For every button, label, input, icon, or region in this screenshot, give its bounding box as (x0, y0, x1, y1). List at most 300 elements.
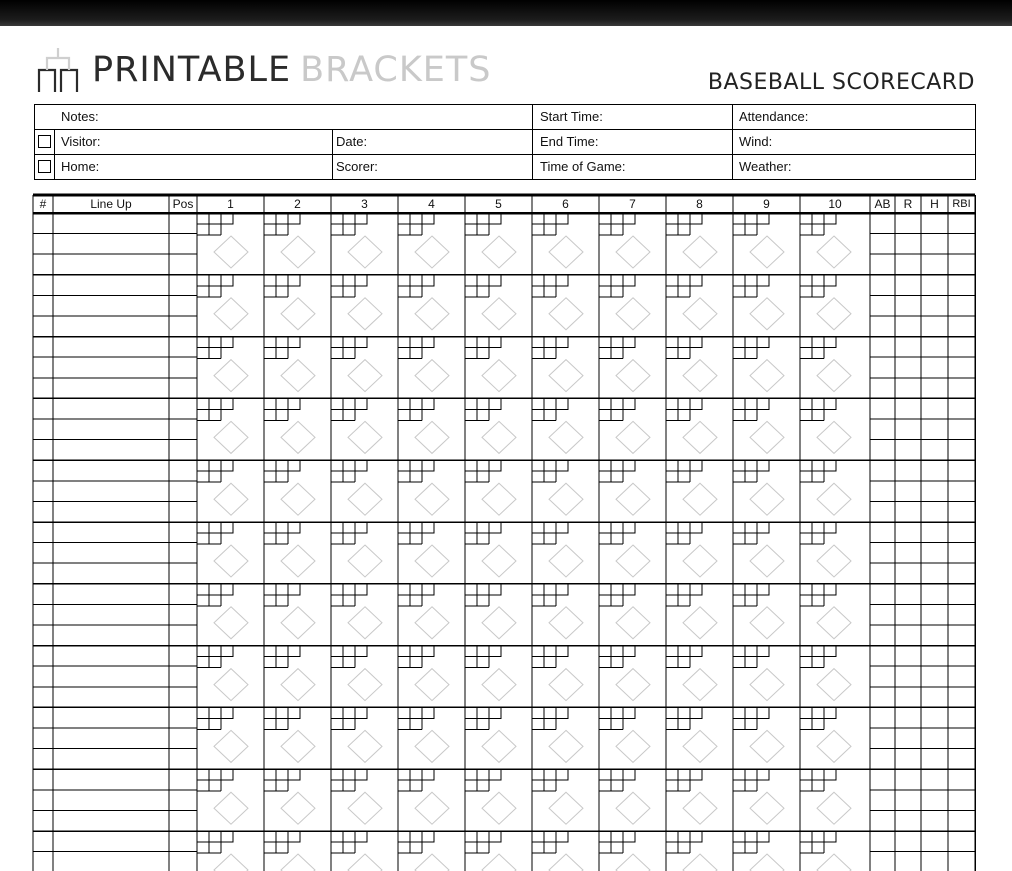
count-boxes (264, 213, 300, 235)
count-boxes (331, 337, 367, 359)
at-bat-cell[interactable] (197, 337, 248, 392)
start-time-label: Start Time: (540, 109, 603, 124)
at-bat-cell[interactable] (733, 831, 784, 871)
base-diamond (683, 421, 717, 453)
count-boxes (733, 769, 769, 791)
at-bat-cell[interactable] (398, 584, 449, 639)
count-boxes (398, 707, 434, 729)
count-boxes (733, 646, 769, 668)
count-boxes (666, 213, 702, 235)
base-diamond (817, 298, 851, 330)
base-diamond (683, 730, 717, 762)
at-bat-cell[interactable] (599, 213, 650, 268)
base-diamond (616, 483, 650, 515)
base-diamond (683, 298, 717, 330)
at-bat-cell[interactable] (331, 398, 382, 453)
at-bat-cell[interactable] (532, 584, 583, 639)
base-diamond (616, 669, 650, 701)
at-bat-cell[interactable] (599, 646, 650, 701)
time-of-game-label: Time of Game: (540, 159, 626, 174)
at-bat-cell[interactable] (331, 646, 382, 701)
count-boxes (532, 646, 568, 668)
count-boxes (800, 522, 836, 544)
count-boxes (465, 275, 501, 297)
count-boxes (197, 460, 233, 482)
at-bat-cell[interactable] (465, 213, 516, 268)
count-boxes (197, 707, 233, 729)
base-diamond (549, 545, 583, 577)
base-diamond (616, 360, 650, 392)
base-diamond (817, 360, 851, 392)
base-diamond (214, 669, 248, 701)
base-diamond (616, 421, 650, 453)
at-bat-cell[interactable] (264, 522, 315, 577)
count-boxes (465, 707, 501, 729)
header-inning-3: 3 (361, 197, 368, 211)
header-r: R (903, 197, 913, 211)
at-bat-cell[interactable] (666, 460, 717, 515)
header-inning-6: 6 (562, 197, 569, 211)
at-bat-cell[interactable] (465, 460, 516, 515)
at-bat-cell[interactable] (532, 213, 583, 268)
at-bat-cell[interactable] (465, 337, 516, 392)
count-boxes (599, 707, 635, 729)
count-boxes (398, 831, 434, 853)
header-inning-5: 5 (495, 197, 502, 211)
count-boxes (599, 213, 635, 235)
base-diamond (214, 360, 248, 392)
at-bat-cell[interactable] (532, 707, 583, 762)
count-boxes (398, 398, 434, 420)
at-bat-cell[interactable] (733, 275, 784, 330)
count-boxes (800, 275, 836, 297)
base-diamond (549, 483, 583, 515)
count-boxes (264, 646, 300, 668)
count-boxes (197, 522, 233, 544)
count-boxes (733, 707, 769, 729)
at-bat-cell[interactable] (465, 584, 516, 639)
header-h: H (930, 197, 939, 211)
base-diamond (281, 298, 315, 330)
at-bat-cell[interactable] (532, 460, 583, 515)
count-boxes (800, 460, 836, 482)
at-bat-cell[interactable] (733, 460, 784, 515)
base-diamond (482, 236, 516, 268)
count-boxes (264, 769, 300, 791)
base-diamond (348, 854, 382, 871)
base-diamond (750, 730, 784, 762)
count-boxes (331, 213, 367, 235)
at-bat-cell[interactable] (197, 707, 248, 762)
base-diamond (415, 669, 449, 701)
count-boxes (733, 398, 769, 420)
at-bat-cell[interactable] (264, 213, 315, 268)
at-bat-cell[interactable] (197, 769, 248, 824)
at-bat-cell[interactable] (398, 522, 449, 577)
base-diamond (415, 236, 449, 268)
date-label: Date: (336, 134, 368, 149)
base-diamond (415, 298, 449, 330)
at-bat-cell[interactable] (264, 275, 315, 330)
count-boxes (599, 398, 635, 420)
at-bat-cell[interactable] (666, 646, 717, 701)
at-bat-cell[interactable] (800, 769, 851, 824)
scorecard-title: BASEBALL SCORECARD (707, 70, 975, 95)
base-diamond (817, 669, 851, 701)
at-bat-cell[interactable] (264, 831, 315, 871)
base-diamond (281, 854, 315, 871)
count-boxes (264, 707, 300, 729)
at-bat-cell[interactable] (733, 584, 784, 639)
base-diamond (549, 669, 583, 701)
base-diamond (683, 360, 717, 392)
at-bat-cell[interactable] (197, 584, 248, 639)
base-diamond (214, 854, 248, 871)
base-diamond (683, 483, 717, 515)
scorer-label: Scorer: (336, 159, 378, 174)
count-boxes (599, 275, 635, 297)
at-bat-cell[interactable] (666, 337, 717, 392)
count-boxes (465, 646, 501, 668)
base-diamond (348, 730, 382, 762)
base-diamond (482, 854, 516, 871)
count-boxes (264, 831, 300, 853)
at-bat-cell[interactable] (599, 769, 650, 824)
count-boxes (398, 460, 434, 482)
count-boxes (264, 398, 300, 420)
count-boxes (264, 337, 300, 359)
count-boxes (465, 337, 501, 359)
base-diamond (482, 421, 516, 453)
base-diamond (415, 483, 449, 515)
count-boxes (331, 275, 367, 297)
base-diamond (415, 730, 449, 762)
count-boxes (666, 584, 702, 606)
count-boxes (465, 584, 501, 606)
at-bat-cell[interactable] (264, 646, 315, 701)
at-bat-cell[interactable] (666, 213, 717, 268)
count-boxes (465, 460, 501, 482)
at-bat-cell[interactable] (532, 831, 583, 871)
at-bat-cell[interactable] (465, 398, 516, 453)
count-boxes (331, 522, 367, 544)
count-boxes (331, 584, 367, 606)
base-diamond (214, 607, 248, 639)
at-bat-cell[interactable] (599, 522, 650, 577)
base-diamond (750, 792, 784, 824)
base-diamond (616, 298, 650, 330)
count-boxes (331, 460, 367, 482)
at-bat-cell[interactable] (398, 337, 449, 392)
at-bat-cell[interactable] (599, 831, 650, 871)
brand-name-part2: BRACKETS (300, 50, 492, 90)
base-diamond (281, 483, 315, 515)
at-bat-cell[interactable] (666, 275, 717, 330)
count-boxes (666, 831, 702, 853)
at-bat-cell[interactable] (800, 460, 851, 515)
base-diamond (281, 421, 315, 453)
at-bat-cell[interactable] (532, 522, 583, 577)
at-bat-cell[interactable] (733, 398, 784, 453)
at-bat-cell[interactable] (398, 769, 449, 824)
at-bat-cell[interactable] (800, 707, 851, 762)
base-diamond (750, 483, 784, 515)
at-bat-cell[interactable] (666, 584, 717, 639)
at-bat-cell[interactable] (733, 646, 784, 701)
at-bat-cell[interactable] (599, 460, 650, 515)
base-diamond (549, 298, 583, 330)
at-bat-cell[interactable] (733, 522, 784, 577)
base-diamond (214, 483, 248, 515)
base-diamond (482, 730, 516, 762)
at-bat-cell[interactable] (465, 646, 516, 701)
base-diamond (817, 792, 851, 824)
at-bat-cell[interactable] (800, 646, 851, 701)
count-boxes (666, 398, 702, 420)
base-diamond (415, 792, 449, 824)
header-number: # (39, 197, 47, 211)
base-diamond (482, 607, 516, 639)
at-bat-cell[interactable] (465, 769, 516, 824)
at-bat-cell[interactable] (599, 275, 650, 330)
count-boxes (398, 337, 434, 359)
brand-name-part1: PRINTABLE (92, 50, 292, 90)
count-boxes (532, 460, 568, 482)
header-inning-4: 4 (428, 197, 435, 211)
at-bat-cell[interactable] (599, 398, 650, 453)
base-diamond (616, 607, 650, 639)
base-diamond (482, 360, 516, 392)
count-boxes (331, 707, 367, 729)
at-bat-cell[interactable] (264, 707, 315, 762)
base-diamond (750, 669, 784, 701)
base-diamond (817, 421, 851, 453)
at-bat-cell[interactable] (264, 398, 315, 453)
header-position: Pos (172, 197, 194, 211)
at-bat-cell[interactable] (331, 831, 382, 871)
at-bat-cell[interactable] (331, 769, 382, 824)
count-boxes (599, 831, 635, 853)
count-boxes (532, 337, 568, 359)
at-bat-cell[interactable] (264, 769, 315, 824)
base-diamond (549, 730, 583, 762)
end-time-label: End Time: (540, 134, 599, 149)
count-boxes (599, 522, 635, 544)
base-diamond (549, 854, 583, 871)
base-diamond (750, 545, 784, 577)
base-diamond (616, 545, 650, 577)
base-diamond (415, 607, 449, 639)
count-boxes (733, 831, 769, 853)
at-bat-cell[interactable] (398, 831, 449, 871)
count-boxes (532, 584, 568, 606)
at-bat-cell[interactable] (599, 707, 650, 762)
base-diamond (750, 360, 784, 392)
at-bat-cell[interactable] (733, 769, 784, 824)
base-diamond (281, 607, 315, 639)
at-bat-cell[interactable] (264, 337, 315, 392)
at-bat-cell[interactable] (331, 584, 382, 639)
count-boxes (666, 522, 702, 544)
base-diamond (348, 607, 382, 639)
at-bat-cell[interactable] (800, 584, 851, 639)
header-inning-2: 2 (294, 197, 301, 211)
base-diamond (616, 236, 650, 268)
base-diamond (817, 607, 851, 639)
base-diamond (482, 669, 516, 701)
count-boxes (800, 769, 836, 791)
base-diamond (683, 236, 717, 268)
count-boxes (398, 275, 434, 297)
base-diamond (415, 854, 449, 871)
count-boxes (398, 646, 434, 668)
at-bat-cell[interactable] (331, 460, 382, 515)
base-diamond (214, 236, 248, 268)
base-diamond (750, 298, 784, 330)
count-boxes (398, 584, 434, 606)
at-bat-cell[interactable] (398, 213, 449, 268)
at-bat-cell[interactable] (666, 522, 717, 577)
count-boxes (532, 213, 568, 235)
at-bat-cell[interactable] (398, 275, 449, 330)
count-boxes (800, 707, 836, 729)
base-diamond (817, 854, 851, 871)
count-boxes (331, 769, 367, 791)
base-diamond (281, 669, 315, 701)
count-boxes (465, 398, 501, 420)
at-bat-cell[interactable] (197, 213, 248, 268)
header-inning-7: 7 (629, 197, 636, 211)
base-diamond (549, 236, 583, 268)
count-boxes (398, 522, 434, 544)
base-diamond (281, 730, 315, 762)
base-diamond (817, 730, 851, 762)
at-bat-cell[interactable] (666, 707, 717, 762)
count-boxes (197, 213, 233, 235)
count-boxes (666, 275, 702, 297)
count-boxes (197, 584, 233, 606)
at-bat-cell[interactable] (465, 707, 516, 762)
at-bat-cell[interactable] (599, 584, 650, 639)
at-bat-cell[interactable] (398, 707, 449, 762)
at-bat-cell[interactable] (331, 275, 382, 330)
count-boxes (331, 646, 367, 668)
base-diamond (348, 792, 382, 824)
at-bat-cell[interactable] (666, 769, 717, 824)
at-bat-cell[interactable] (532, 769, 583, 824)
at-bat-cell[interactable] (800, 275, 851, 330)
count-boxes (532, 398, 568, 420)
count-boxes (197, 646, 233, 668)
at-bat-cell[interactable] (398, 460, 449, 515)
at-bat-cell[interactable] (733, 707, 784, 762)
base-diamond (281, 792, 315, 824)
count-boxes (666, 337, 702, 359)
at-bat-cell[interactable] (465, 275, 516, 330)
count-boxes (465, 831, 501, 853)
at-bat-cell[interactable] (197, 522, 248, 577)
at-bat-cell[interactable] (666, 398, 717, 453)
at-bat-cell[interactable] (800, 831, 851, 871)
at-bat-cell[interactable] (666, 831, 717, 871)
at-bat-cell[interactable] (398, 646, 449, 701)
count-boxes (197, 337, 233, 359)
at-bat-cell[interactable] (331, 707, 382, 762)
count-boxes (666, 707, 702, 729)
notes-label: Notes: (61, 109, 99, 124)
count-boxes (599, 769, 635, 791)
base-diamond (281, 545, 315, 577)
count-boxes (532, 522, 568, 544)
base-diamond (817, 545, 851, 577)
at-bat-cell[interactable] (398, 398, 449, 453)
at-bat-cell[interactable] (331, 522, 382, 577)
base-diamond (549, 360, 583, 392)
at-bat-cell[interactable] (532, 646, 583, 701)
at-bat-cell[interactable] (733, 213, 784, 268)
base-diamond (616, 730, 650, 762)
count-boxes (800, 337, 836, 359)
at-bat-cell[interactable] (733, 337, 784, 392)
at-bat-cell[interactable] (197, 275, 248, 330)
count-boxes (800, 646, 836, 668)
at-bat-cell[interactable] (331, 337, 382, 392)
at-bat-cell[interactable] (197, 398, 248, 453)
at-bat-cell[interactable] (197, 831, 248, 871)
count-boxes (666, 460, 702, 482)
base-diamond (348, 421, 382, 453)
at-bat-cell[interactable] (264, 584, 315, 639)
at-bat-cell[interactable] (800, 213, 851, 268)
at-bat-cell[interactable] (197, 460, 248, 515)
header-inning-10: 10 (828, 197, 842, 211)
count-boxes (800, 398, 836, 420)
at-bat-cell[interactable] (532, 275, 583, 330)
count-boxes (264, 275, 300, 297)
count-boxes (599, 337, 635, 359)
count-boxes (599, 584, 635, 606)
at-bat-cell[interactable] (800, 337, 851, 392)
at-bat-cell[interactable] (532, 398, 583, 453)
at-bat-cell[interactable] (331, 213, 382, 268)
base-diamond (348, 545, 382, 577)
at-bat-cell[interactable] (800, 522, 851, 577)
count-boxes (197, 831, 233, 853)
at-bat-cell[interactable] (465, 831, 516, 871)
base-diamond (683, 607, 717, 639)
at-bat-cell[interactable] (599, 337, 650, 392)
at-bat-cell[interactable] (197, 646, 248, 701)
at-bat-cell[interactable] (264, 460, 315, 515)
count-boxes (599, 646, 635, 668)
count-boxes (197, 275, 233, 297)
base-diamond (482, 483, 516, 515)
base-diamond (683, 792, 717, 824)
at-bat-cell[interactable] (800, 398, 851, 453)
base-diamond (750, 236, 784, 268)
base-diamond (348, 669, 382, 701)
count-boxes (532, 769, 568, 791)
base-diamond (750, 854, 784, 871)
count-boxes (264, 522, 300, 544)
header-ab: AB (874, 197, 891, 211)
base-diamond (482, 792, 516, 824)
base-diamond (415, 545, 449, 577)
header-lineup: Line Up (90, 197, 132, 211)
base-diamond (549, 607, 583, 639)
at-bat-cell[interactable] (532, 337, 583, 392)
at-bat-cell[interactable] (465, 522, 516, 577)
